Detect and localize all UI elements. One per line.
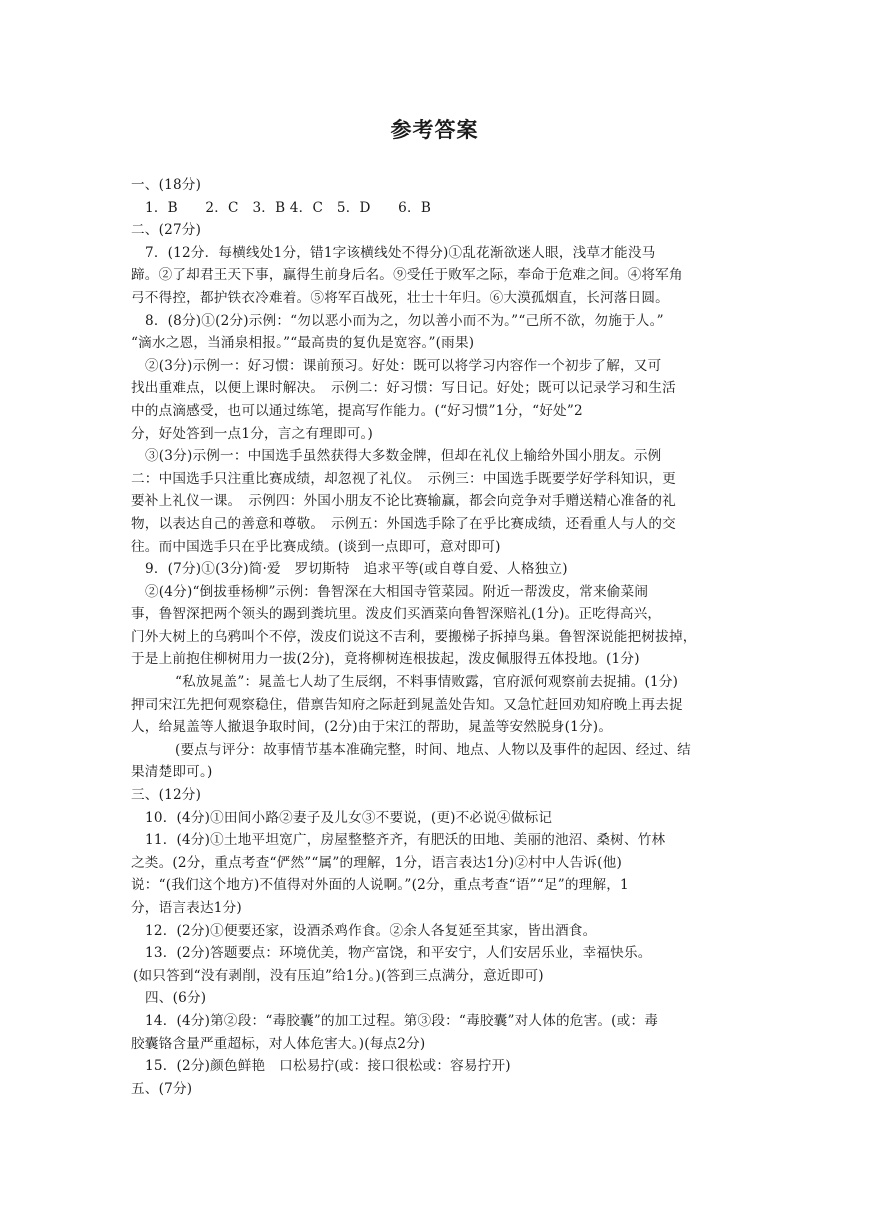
answer-line: 弓不得控，都护铁衣冷难着。⑤将军百战死，壮士十年归。⑥大漠孤烟直，长河落日圆。 bbox=[131, 289, 669, 306]
answer-line: 分，语言表达1分) bbox=[131, 900, 242, 916]
answer-line: 8．(8分)①(2分)示例：“勿以恶小而为之，勿以善小而不为。”“己所不欲，勿施于人。” bbox=[145, 312, 664, 329]
answer-line: ③(3分)示例一：中国选手虽然获得大多数金牌，但却在礼仪上输给外国小朋友。示例 bbox=[145, 448, 662, 465]
answer-line: 物，以表达自己的善意和尊敬。 示例五：外国选手除了在乎比赛成绩，还看重人与人的交 bbox=[131, 515, 676, 532]
answer-line: (如只答到“没有剥削，没有压迫”给1分。)(答到三点满分，意近即可) bbox=[133, 967, 544, 984]
answer-line: 事，鲁智深把两个领头的踢到粪坑里。泼皮们买酒菜向鲁智深赔礼(1分)。正吃得高兴， bbox=[131, 606, 662, 623]
answer-line: 15．(2分)颜色鲜艳 口松易拧(或：接口很松或：容易拧开) bbox=[145, 1058, 511, 1075]
answer-line: 人，给晁盖等人撤退争取时间，(2分)由于宋江的帮助，晁盖等安然脱身(1分)。 bbox=[131, 719, 613, 736]
answer-line: 胶囊铬含量严重超标，对人体危害大。)(每点2分) bbox=[131, 1035, 426, 1052]
answer-line: 果清楚即可。) bbox=[131, 764, 213, 781]
answer-line: 二：中国选手只注重比赛成绩，却忽视了礼仪。 示例三：中国选手既要学好学科知识，更 bbox=[131, 470, 676, 487]
answer-line: ②(3分)示例一：好习惯：课前预习。好处：既可以将学习内容作一个初步了解，又可 bbox=[145, 357, 662, 374]
answer-line: 13．(2分)答题要点：环境优美，物产富饶，和平安宁，人们安居乐业，幸福快乐。 bbox=[145, 945, 652, 962]
answer-line: 蹄。②了却君王天下事，赢得生前身后名。⑨受任于败军之际，奉命于危难之间。④将军角 bbox=[131, 267, 683, 284]
answer-line: “私放晁盖”：晁盖七人劫了生辰纲，不料事情败露，官府派何观察前去捉捕。(1分) bbox=[175, 674, 679, 691]
answer-line: 7．(12分．每横线处1分，错1字该横线处不得分)①乱花渐欲迷人眼，浅草才能没马 bbox=[145, 244, 656, 261]
section-heading: 三、(12分) bbox=[131, 787, 202, 804]
answer-line: 11．(4分)①土地平坦宽广，房屋整整齐齐，有肥沃的田地、美丽的池沼、桑树、竹林 bbox=[145, 832, 666, 849]
answer-line: 之类。(2分，重点考查“俨然”“属”的理解，1分，语言表达1分)②村中人告诉(他) bbox=[131, 854, 622, 871]
answer-line: 中的点滴感受，也可以通过练笔，提高写作能力。(“好习惯”1分，“好处”2 bbox=[131, 402, 583, 419]
answer-line: (要点与评分：故事情节基本准确完整，时间、地点、人物以及事件的起因、经过、结 bbox=[175, 741, 691, 758]
section-heading: 四、(6分) bbox=[145, 990, 207, 1007]
page-title: 参考答案 bbox=[390, 117, 479, 142]
answer-line: 10．(4分)①田间小路②妻子及儿女③不要说，(更)不必说④做标记 bbox=[145, 809, 553, 826]
answer-line: 分，好处答到一点1分，言之有理即可。) bbox=[131, 425, 374, 442]
answer-line: 往。而中国选手只在乎比赛成绩。(谈到一点即可，意对即可) bbox=[131, 538, 501, 555]
answer-line: 找出重难点，以便上课时解决。 示例二：好习惯：写日记。好处；既可以记录学习和生活 bbox=[131, 380, 676, 397]
answer-line: 押司宋江先把何观察稳住，借禀告知府之际赶到晁盖处告知。又急忙赶回劝知府晚上再去捉 bbox=[131, 696, 683, 713]
section-heading: 一、(18分) bbox=[131, 177, 202, 193]
section-heading: 二、(27分) bbox=[131, 222, 202, 239]
section-heading: 五、(7分) bbox=[131, 1080, 193, 1097]
answer-line: 于是上前抱住柳树用力一拔(2分)，竟将柳树连根拔起，泼皮佩服得五体投地。(1分) bbox=[131, 651, 640, 668]
answer-line: “滴水之恩，当涌泉相报。”“最高贵的复仇是宽容。”(雨果) bbox=[131, 335, 475, 352]
answer-line: 门外大树上的乌鸦叫个不停，泼皮们说这不吉利，要搬梯子拆掉鸟巢。鲁智深说能把树拔掉， bbox=[131, 628, 697, 645]
answer-line: 9．(7分)①(3分)简·爱 罗切斯特 追求平等(或自尊自爱、人格独立) bbox=[145, 561, 568, 578]
answer-line: 要补上礼仪一课。 示例四：外国小朋友不论比赛输赢，都会向竞争对手赠送精心准备的礼 bbox=[131, 493, 676, 510]
answer-line: 1．B 2．C 3．B 4．C 5．D 6．B bbox=[145, 199, 432, 216]
answer-content bbox=[131, 174, 735, 1100]
answer-line: 说：“(我们这个地方)不值得对外面的人说啊。”(2分，重点考查“语”“足”的理解，1 bbox=[131, 877, 629, 894]
answer-line: ②(4分)“倒拔垂杨柳”示例：鲁智深在大相国寺管菜园。附近一帮泼皮，常来偷菜闹 bbox=[145, 583, 649, 600]
answer-line: 14．(4分)第②段：“毒胶囊”的加工过程。第③段：“毒胶囊”对人体的危害。(或：毒 bbox=[145, 1012, 659, 1029]
answer-line: 12．(2分)①便要还家，设酒杀鸡作食。②余人各复延至其家，皆出酒食。 bbox=[145, 922, 597, 939]
